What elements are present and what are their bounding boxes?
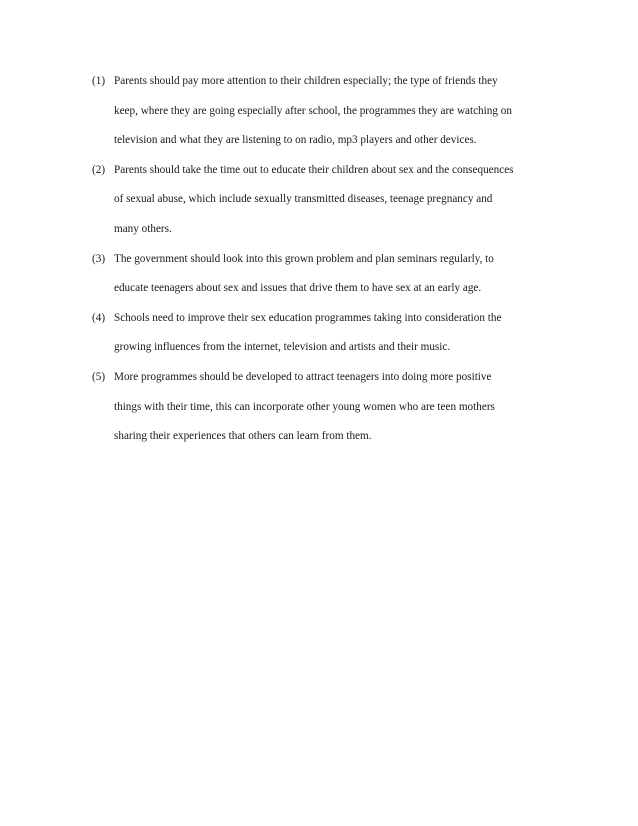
- item-number: (3): [92, 252, 106, 265]
- text-line: many others.: [114, 222, 172, 235]
- text-line: Schools need to improve their sex education programmes taking into consideration the: [114, 311, 502, 324]
- item-text: [114, 245, 572, 304]
- text-line: growing influences from the internet, television and artists and their music.: [114, 341, 451, 354]
- item-number: (1): [92, 75, 106, 87]
- text-line: educate teenagers about sex and issues that drive them to have sex at an early age.: [114, 282, 482, 295]
- text-line: television and what they are listening to on radio, mp3 players and other devices.: [114, 134, 477, 147]
- recommendations-list: [92, 67, 572, 452]
- item-number: (2): [92, 163, 106, 176]
- list-item: [92, 363, 572, 452]
- item-text: [114, 156, 572, 245]
- list-item: [92, 156, 572, 245]
- text-line: Parents should take the time out to educate their children about sex and the consequences: [114, 163, 514, 176]
- item-text: [114, 304, 572, 363]
- text-line: Parents should pay more attention to their children especially; the type of friends they: [114, 75, 498, 87]
- text-line: More programmes should be developed to attract teenagers into doing more positive: [114, 370, 492, 383]
- item-number: (5): [92, 370, 106, 383]
- item-text: [114, 363, 572, 452]
- text-line: of sexual abuse, which include sexually transmitted diseases, teenage pregnancy and: [114, 193, 493, 206]
- text-line: keep, where they are going especially after school, the programmes they are watching on: [114, 104, 512, 117]
- list-item: [92, 245, 572, 304]
- item-text: [114, 67, 572, 156]
- item-number: (4): [92, 311, 106, 324]
- text-line: The government should look into this grown problem and plan seminars regularly, to: [114, 252, 494, 265]
- list-item: [92, 304, 572, 363]
- text-line: sharing their experiences that others can learn from them.: [114, 430, 372, 443]
- list-item: [92, 67, 572, 156]
- text-line: things with their time, this can incorporate other young women who are teen mothers: [114, 400, 495, 413]
